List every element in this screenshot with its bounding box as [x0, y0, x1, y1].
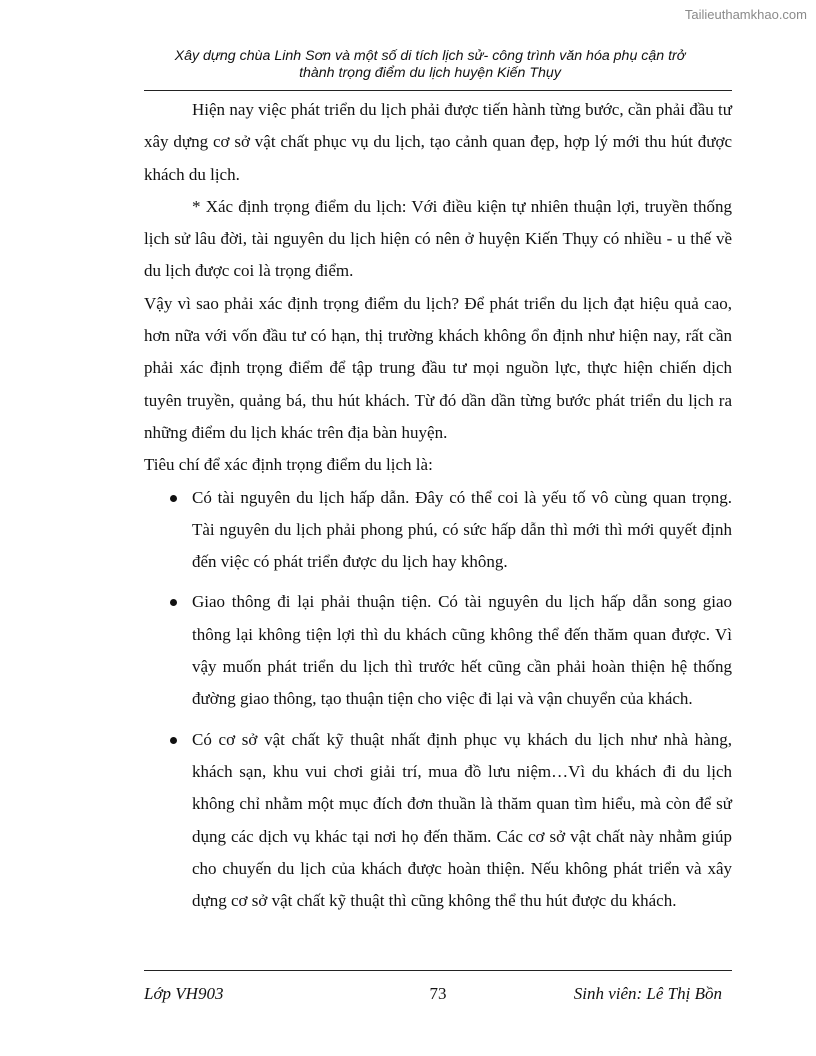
list-item [144, 482, 732, 579]
class-label: Lớp VH903 [144, 984, 224, 1003]
body-paragraph: Vậy vì sao phải xác định trọng điểm du lịch? Để phát triển du lịch đạt hiệu quả cao, hơn nữa với vốn đầu tư có hạn, thị trường khách không ổn định như hiện nay, rất cần phải xác định trọng điểm để tập trung đầu tư mọi nguồn lực, thực hiện chiến dịch tuyên truyền, quảng bá, thu hút khách. Từ đó dần dần từng bước phát triển du lịch ra những điểm du lịch khác trên địa bàn huyện. [144, 293, 732, 442]
bullet-icon [170, 599, 177, 606]
list-item-text: Có cơ sở vật chất kỹ thuật nhất định phục vụ khách du lịch như nhà hàng, khách sạn, khu vui chơi giải trí, mua đồ lưu niệm…Vì du khách đi du lịch không chỉ nhằm một mục đích đơn thuần là thăm quan tìm hiểu, mà còn để sử dụng các dịch vụ khác tại nơi họ đến thăm. Các cơ sở vật chất này nhằm giúp cho chuyến du lịch của khách được hoàn thiện. Nếu không phát triển và xây dựng cơ sở vật chất kỹ thuật thì cũng không thể thu hút được du khách. [192, 729, 732, 911]
running-header [120, 48, 740, 82]
student-name: Sinh viên: Lê Thị Bồn [573, 984, 722, 1003]
bullet-icon [170, 495, 177, 502]
list-item [144, 724, 732, 918]
header-line-1: Xây dựng chùa Linh Sơn và một số di tích lịch sử- công trình văn hóa phụ cận trở [174, 48, 686, 64]
list-item [144, 586, 732, 715]
body-paragraph: Hiện nay việc phát triển du lịch phải được tiến hành từng bước, cần phải đầu tư xây dựng cơ sở vật chất phục vụ du lịch, tạo cảnh quan đẹp, hợp lý mới thu hút được khách du lịch. [144, 100, 732, 184]
body-paragraph: * Xác định trọng điểm du lịch: Với điều kiện tự nhiên thuận lợi, truyền thống lịch sử lâu đời, tài nguyên du lịch hiện có nên ở huyện Kiến Thụy có nhiều - u thế về du lịch được coi là trọng điểm. [144, 196, 732, 281]
criteria-intro: Tiêu chí để xác định trọng điểm du lịch là: [144, 455, 433, 475]
list-item-text: Có tài nguyên du lịch hấp dẫn. Đây có thể coi là yếu tố vô cùng quan trọng. Tài nguyên du lịch phải phong phú, có sức hấp dẫn thì mới thì mới quyết định đến việc có phát triển được du lịch hay không. [192, 487, 732, 572]
criteria-list [144, 482, 732, 918]
page-body [144, 94, 732, 925]
bullet-icon [170, 737, 177, 744]
watermark: Tailieuthamkhao.com [684, 7, 807, 22]
header-divider [144, 90, 732, 91]
header-line-2: thành trọng điểm du lịch huyện Kiến Thụy [299, 65, 561, 81]
list-item-text: Giao thông đi lại phải thuận tiện. Có tài nguyên du lịch hấp dẫn song giao thông lại không tiện lợi thì du khách cũng không thể đến thăm quan được. Vì vậy muốn phát triển du lịch thì trước hết cũng cần phải hoàn thiện hệ thống đường giao thông, tạo thuận tiện cho việc đi lại và vận chuyển của khách. [192, 592, 732, 709]
page-footer [144, 984, 732, 1010]
footer-divider [144, 970, 732, 971]
page-number: 73 [429, 984, 447, 1003]
